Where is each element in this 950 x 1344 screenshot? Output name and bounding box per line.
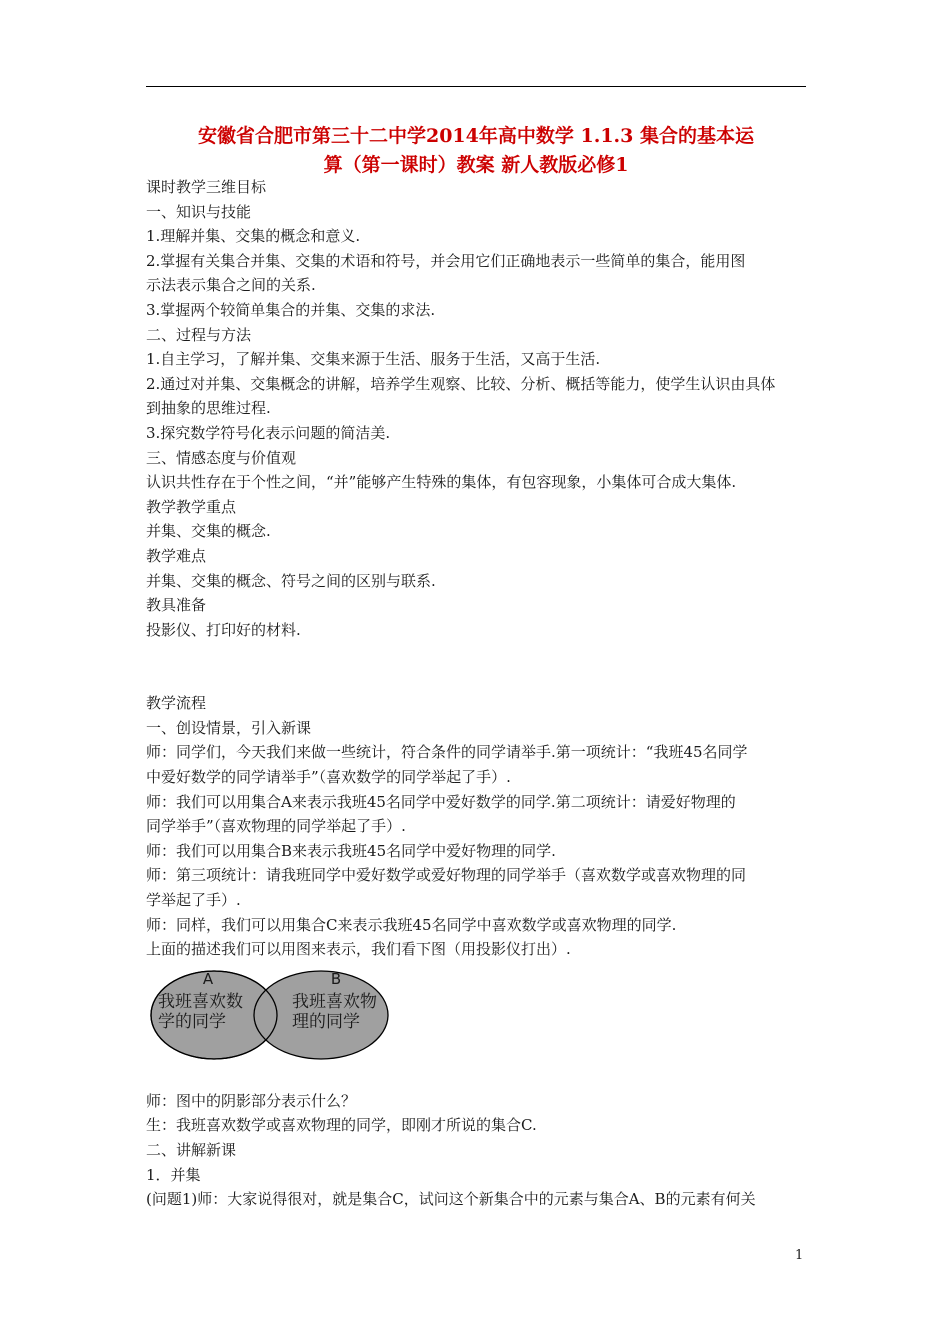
paragraph: 课时教学三维目标: [146, 178, 267, 196]
paragraph: 示法表示集合之间的关系.: [146, 276, 316, 295]
paragraph: 师：我们可以用集合A来表示我班45名同学中爱好数学的同学.第二项统计：请爱好物理的: [146, 792, 736, 811]
paragraph: 师：我们可以用集合B来表示我班45名同学中爱好物理的同学.: [146, 841, 556, 860]
set-a-text-line-1: 我班喜欢数: [158, 991, 243, 1012]
set-a-text-line-2: 学的同学: [158, 1011, 226, 1032]
paragraph: 1.自主学习，了解并集、交集来源于生活、服务于生活，又高于生活.: [146, 350, 601, 369]
paragraph: 师：图中的阴影部分表示什么？: [146, 1091, 357, 1110]
title-line-2: 算（第一课时）教案 新人教版必修1: [323, 154, 629, 176]
paragraph: 投影仪、打印好的材料.: [146, 620, 301, 639]
paragraph: (问题1)师：大家说得很对，就是集合C，试问这个新集合中的元素与集合A、B的元素有何关: [146, 1190, 756, 1209]
paragraph: 1．并集: [146, 1165, 201, 1184]
page-number: 1: [795, 1248, 804, 1263]
paragraph: 二、过程与方法: [146, 325, 252, 344]
venn-diagram: [146, 969, 396, 1061]
paragraph: 教具准备: [146, 596, 207, 615]
set-b-text-line-2: 理的同学: [292, 1011, 360, 1032]
paragraph: 学举起了手）.: [146, 891, 241, 910]
paragraph: 上面的描述我们可以用图来表示，我们看下图（用投影仪打出）.: [146, 940, 571, 959]
paragraph: 中爱好数学的同学请举手”（喜欢数学的同学举起了手）.: [146, 768, 511, 787]
paragraph: 并集、交集的概念、符号之间的区别与联系.: [146, 571, 436, 590]
paragraph: 3.探究数学符号化表示问题的简洁美.: [146, 423, 391, 442]
set-b-label: B: [330, 969, 342, 988]
objectives-section: [146, 175, 814, 642]
paragraph: 同学举手”（喜欢物理的同学举起了手）.: [146, 817, 406, 836]
paragraph: 2.掌握有关集合并集、交集的术语和符号，并会用它们正确地表示一些简单的集合，能用图: [146, 251, 746, 270]
paragraph: 2.通过对并集、交集概念的讲解，培养学生观察、比较、分析、概括等能力，使学生认识由具体: [146, 374, 776, 393]
paragraph: 三、情感态度与价值观: [146, 448, 297, 467]
document-title: [146, 122, 806, 180]
paragraph: 并集、交集的概念.: [146, 522, 271, 541]
paragraph: 教学难点: [146, 546, 207, 565]
paragraph: 3.掌握两个较简单集合的并集、交集的求法.: [146, 300, 436, 319]
paragraph: 生：我班喜欢数学或喜欢物理的同学，即刚才所说的集合C.: [146, 1116, 537, 1135]
paragraph: 1.理解并集、交集的概念和意义.: [146, 227, 361, 246]
paragraph: 一、创设情景，引入新课: [146, 718, 312, 737]
paragraph: 教学教学重点: [146, 497, 237, 516]
section-spacer: [146, 642, 814, 691]
paragraph: 师：第三项统计：请我班同学中爱好数学或爱好物理的同学举手（喜欢数学或喜欢物理的同: [146, 866, 747, 885]
document-body: [146, 175, 814, 1212]
header-rule: [146, 86, 806, 87]
paragraph: 到抽象的思维过程.: [146, 399, 271, 418]
paragraph: 认识共性存在于个性之间，“并”能够产生特殊的集体，有包容现象，小集体可合成大集体.: [146, 473, 737, 492]
teaching-flow-section: [146, 691, 814, 962]
paragraph: 二、讲解新课: [146, 1141, 237, 1159]
set-b-text-line-1: 我班喜欢物: [292, 991, 377, 1012]
paragraph: 一、知识与技能: [146, 202, 252, 221]
paragraph: 师：同样，我们可以用集合C来表示我班45名同学中喜欢数学或喜欢物理的同学.: [146, 915, 677, 934]
paragraph: 师：同学们，今天我们来做一些统计，符合条件的同学请举手.第一项统计：“我班45名同学: [146, 743, 748, 762]
paragraph: 教学流程: [146, 694, 207, 713]
set-a-label: A: [202, 969, 214, 988]
title-line-1: 安徽省合肥市第三十二中学2014年高中数学 1.1.3 集合的基本运: [197, 125, 754, 147]
discussion-section: [146, 1089, 814, 1212]
